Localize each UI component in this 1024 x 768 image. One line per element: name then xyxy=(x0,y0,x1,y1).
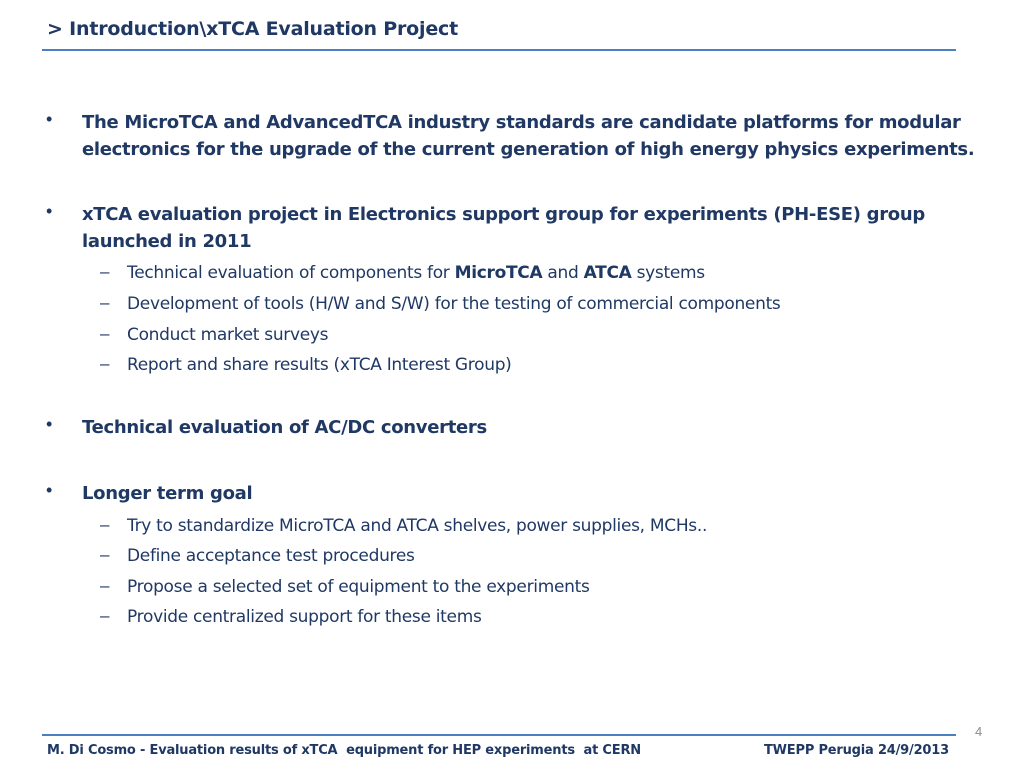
slide-title: > Introduction\xTCA Evaluation Project xyxy=(47,18,458,40)
bullet-text: The MicroTCA and AdvancedTCA industry standards are candidate platforms for modular electronics for the upgrade of the current generation of high energy physics experiments. xyxy=(82,112,975,160)
bullet-text: Longer term goal xyxy=(82,483,253,504)
sub-marker: – xyxy=(100,262,110,281)
sub-marker: – xyxy=(100,354,110,373)
bullet-marker: • xyxy=(46,109,53,129)
sub-text-part: Technical evaluation of components for xyxy=(127,263,455,283)
sub-marker: – xyxy=(100,606,110,625)
sub-text: Propose a selected set of equipment to the experiments xyxy=(127,577,590,597)
footer-divider xyxy=(42,734,956,736)
sub-text-part: and xyxy=(542,263,584,283)
sub-text xyxy=(127,262,987,284)
sub-marker: – xyxy=(100,545,110,564)
sub-text: Conduct market surveys xyxy=(127,325,329,345)
sub-text: Development of tools (H/W and S/W) for the testing of commercial components xyxy=(127,294,781,314)
sub-text: Define acceptance test procedures xyxy=(127,546,415,566)
footer-event-date: TWEPP Perugia 24/9/2013 xyxy=(764,743,949,758)
atca-term: ATCA xyxy=(583,263,632,283)
sub-marker: – xyxy=(100,293,110,312)
sub-text-part: systems xyxy=(631,263,705,283)
sub-marker: – xyxy=(100,576,110,595)
title-divider xyxy=(42,49,956,51)
microtca-term: MicroTCA xyxy=(454,263,543,283)
footer-author-title: M. Di Cosmo - Evaluation results of xTCA equipment for HEP experiments at CERN xyxy=(47,743,641,758)
sub-text: Report and share results (xTCA Interest Group) xyxy=(127,355,512,375)
bullet-marker: • xyxy=(46,414,53,434)
bullet-text: xTCA evaluation project in Electronics support group for experiments (PH-ESE) group launched in 2011 xyxy=(82,204,925,252)
sub-text: Provide centralized support for these items xyxy=(127,607,482,627)
bullet-marker: • xyxy=(46,201,53,221)
sub-marker: – xyxy=(100,515,110,534)
sub-text: Try to standardize MicroTCA and ATCA shelves, power supplies, MCHs.. xyxy=(127,516,708,536)
page-number: 4 xyxy=(975,724,983,739)
bullet-text: Technical evaluation of AC/DC converters xyxy=(82,417,487,438)
sub-marker: – xyxy=(100,324,110,343)
bullet-marker: • xyxy=(46,480,53,500)
